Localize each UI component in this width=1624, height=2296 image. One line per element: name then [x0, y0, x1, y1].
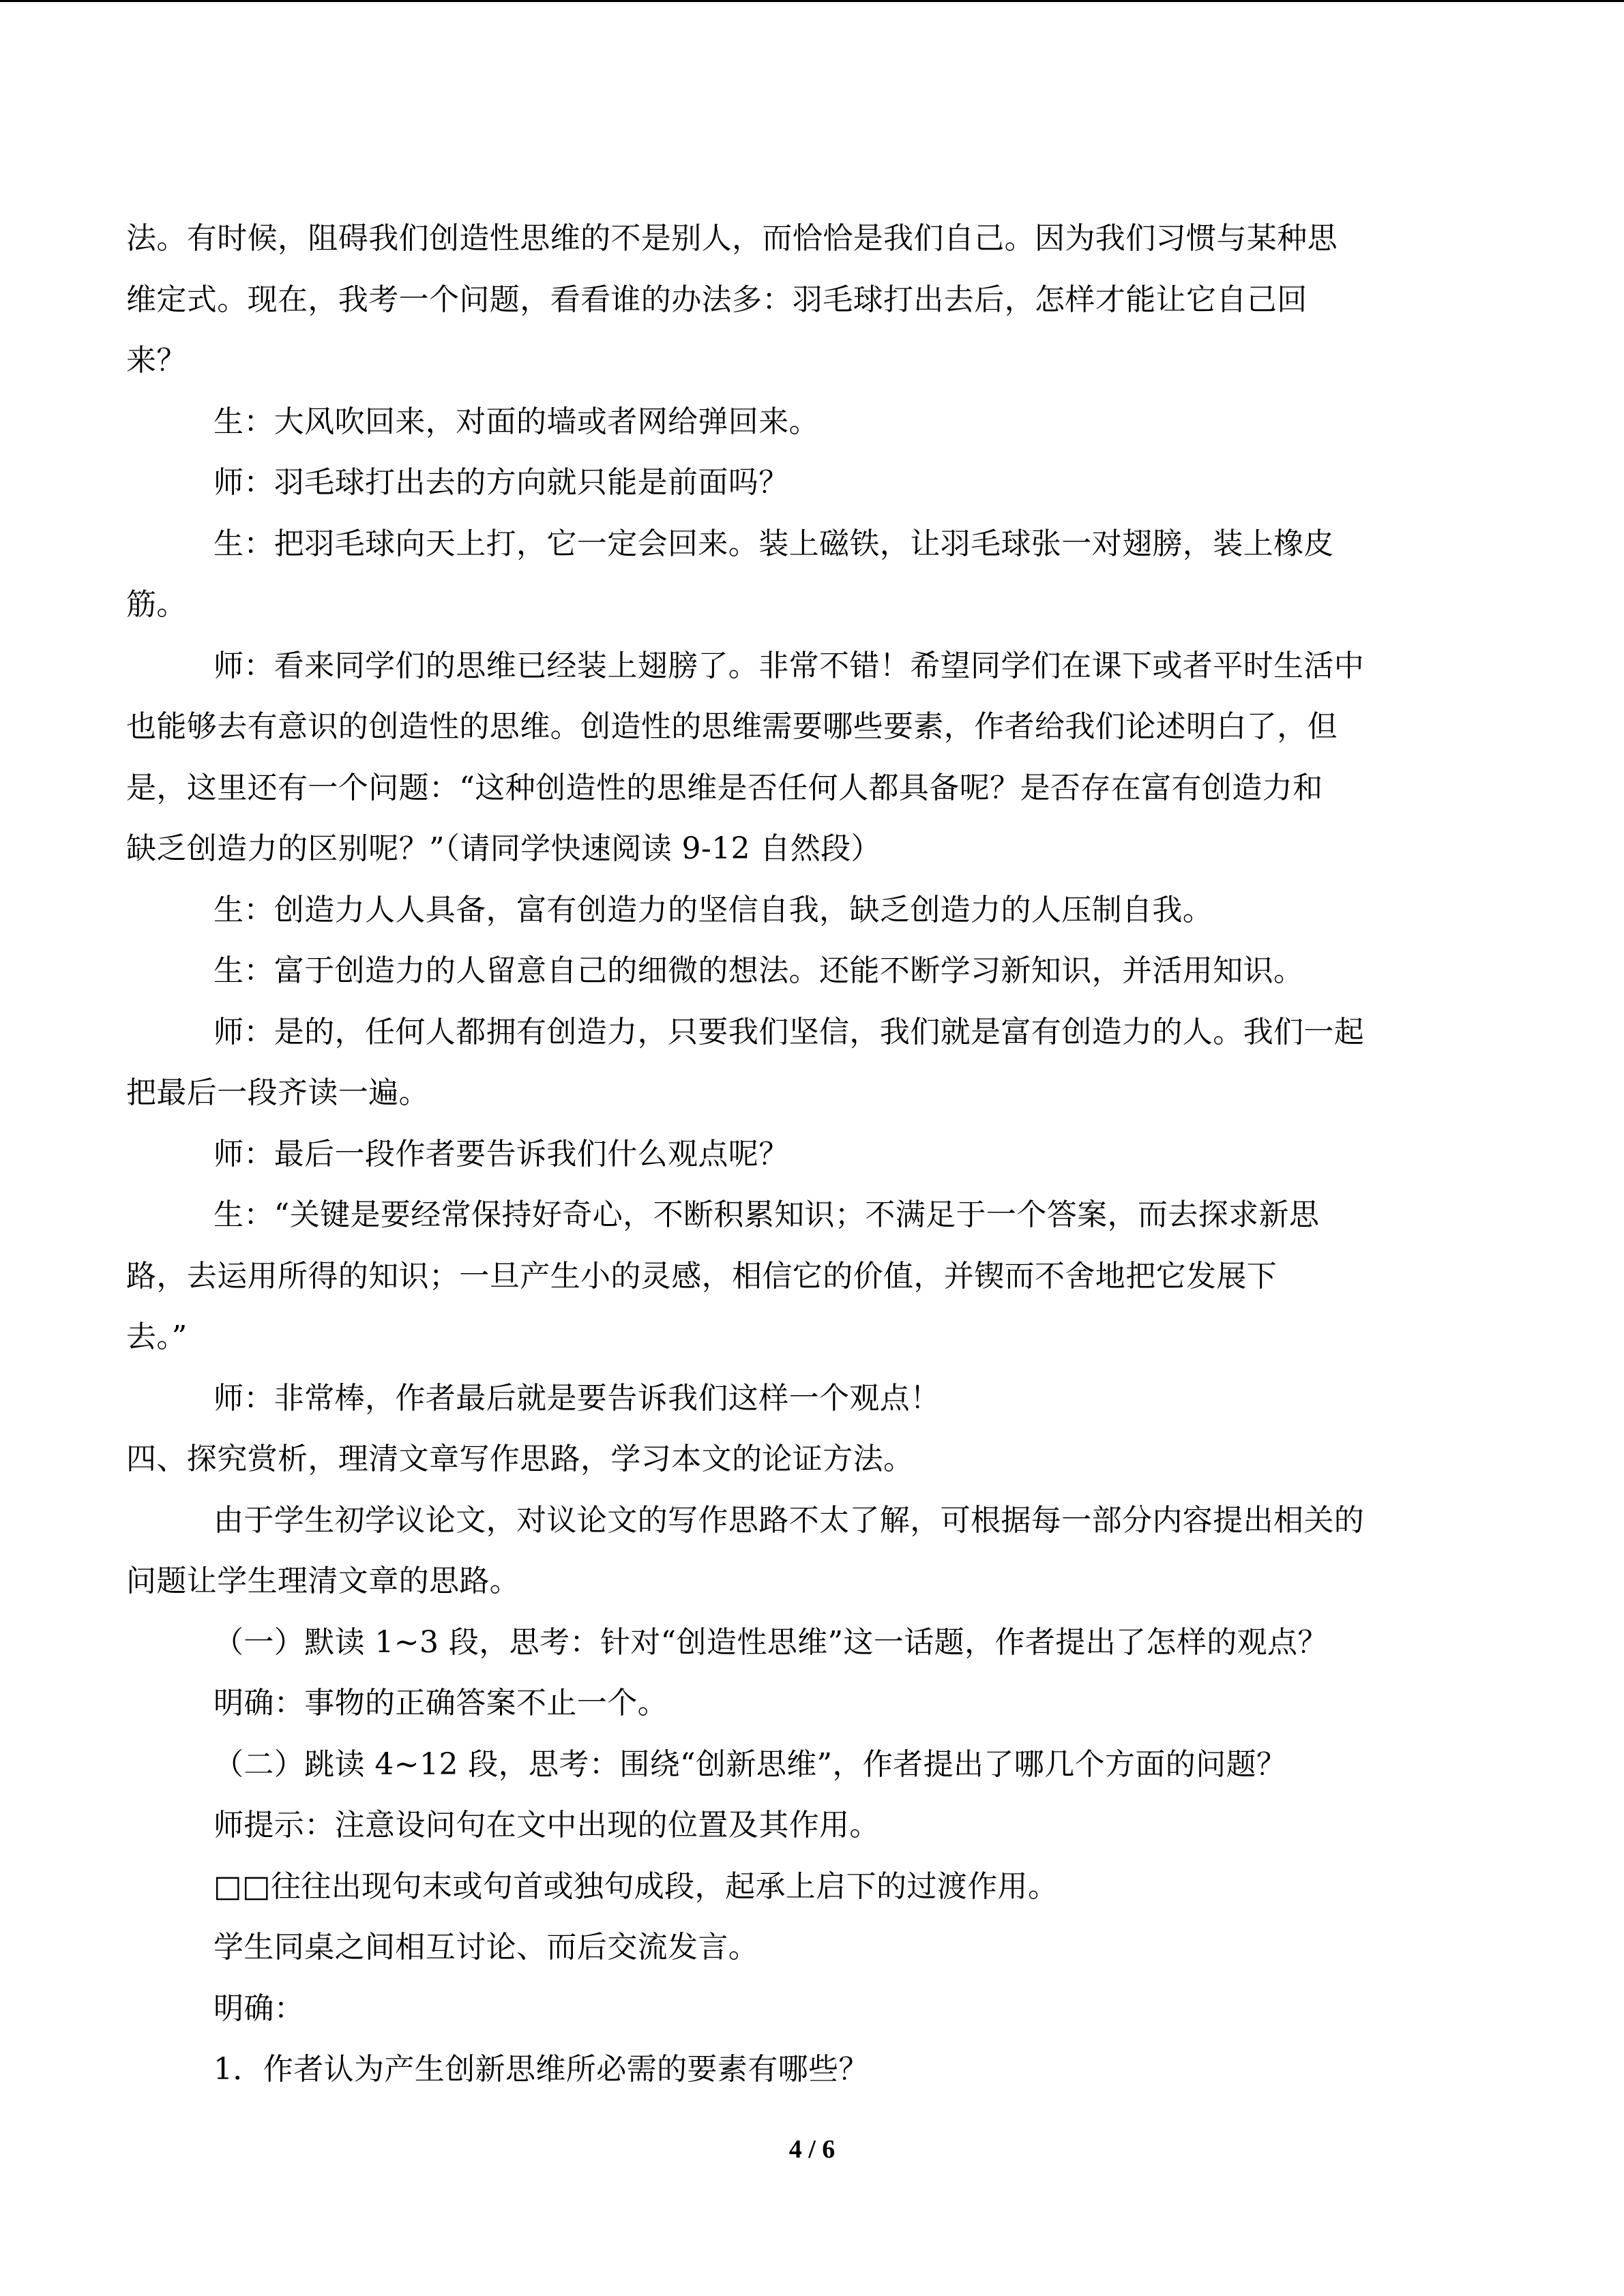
document-body	[126, 208, 1463, 2100]
text-line: 来？	[126, 343, 187, 378]
teacher-question: 师：最后一段作者要告诉我们什么观点呢？	[213, 1136, 789, 1172]
text-line: 维定式。现在，我考一个问题，看看谁的办法多：羽毛球打出去后，怎样才能让它自己回	[126, 282, 1308, 317]
teacher-remark: 师：非常棒，作者最后就是要告诉我们这样一个观点！	[213, 1380, 941, 1416]
student-answer: 生：“关键是要经常保持好奇心，不断积累知识；不满足于一个答案，而去探求新思	[213, 1197, 1320, 1232]
top-border-line	[0, 0, 1624, 2]
student-answer: 生：创造力人人具备，富有创造力的坚信自我，缺乏创造力的人压制自我。	[213, 892, 1213, 927]
paragraph-line: 师提示：注意设问句在文中出现的位置及其作用。	[213, 1808, 880, 1843]
teacher-remark: 师：看来同学们的思维已经装上翅膀了。非常不错！希望同学们在课下或者平时生活中	[213, 648, 1365, 683]
text-line: 也能够去有意识的创造性的思维。创造性的思维需要哪些要素，作者给我们论述明白了，但	[126, 709, 1338, 744]
section-heading: 四、探究赏析，理清文章写作思路，学习本文的论证方法。	[126, 1442, 914, 1476]
text-line: 路，去运用所得的知识；一旦产生小的灵感，相信它的价值，并锲而不舍地把它发展下	[126, 1258, 1278, 1294]
text-line: 去。”	[126, 1320, 188, 1354]
subsection-item: （二）跳读 4~12 段，思考：围绕“创新思维”，作者提出了哪几个方面的问题？	[213, 1746, 1287, 1782]
teacher-question: 师：羽毛球打出去的方向就只能是前面吗？	[213, 465, 789, 500]
numbered-item: 1．作者认为产生创新思维所必需的要素有哪些？	[213, 2052, 869, 2087]
paragraph-line: 学生同桌之间相互讨论、而后交流发言。	[213, 1930, 759, 1965]
text-line: 法。有时候，阻碍我们创造性思维的不是别人，而恰恰是我们自己。因为我们习惯与某种思	[126, 221, 1338, 256]
student-answer: 生：大风吹回来，对面的墙或者网给弹回来。	[213, 404, 819, 439]
text-line: 问题让学生理清文章的思路。	[126, 1564, 520, 1598]
paragraph-line: □□往往出现句末或句首或独句成段，起承上启下的过渡作用。	[213, 1868, 1059, 1904]
paragraph-line: 明确：	[213, 1991, 305, 2026]
page-number: 4 / 6	[788, 2135, 836, 2164]
text-line: 把最后一段齐读一遍。	[126, 1075, 429, 1110]
text-line: 筋。	[126, 587, 187, 622]
paragraph-line: 由于学生初学议论文，对议论文的写作思路不太了解，可根据每一部分内容提出相关的	[213, 1502, 1365, 1538]
subsection-item: （一）默读 1~3 段，思考：针对“创造性思维”这一话题，作者提出了怎样的观点？	[213, 1624, 1328, 1660]
text-line: 是，这里还有一个问题：“这种创造性的思维是否任何人都具备呢？是否存在富有创造力和	[126, 770, 1323, 805]
teacher-remark: 师：是的，任何人都拥有创造力，只要我们坚信，我们就是富有创造力的人。我们一起	[213, 1014, 1365, 1049]
paragraph-line: 明确：事物的正确答案不止一个。	[213, 1686, 668, 1720]
student-answer: 生：富于创造力的人留意自己的细微的想法。还能不断学习新知识，并活用知识。	[213, 953, 1304, 988]
text-line: 缺乏创造力的区别呢？”（请同学快速阅读 9-12 自然段）	[126, 831, 881, 866]
student-answer: 生：把羽毛球向天上打，它一定会回来。装上磁铁，让羽毛球张一对翅膀，装上橡皮	[213, 526, 1334, 561]
